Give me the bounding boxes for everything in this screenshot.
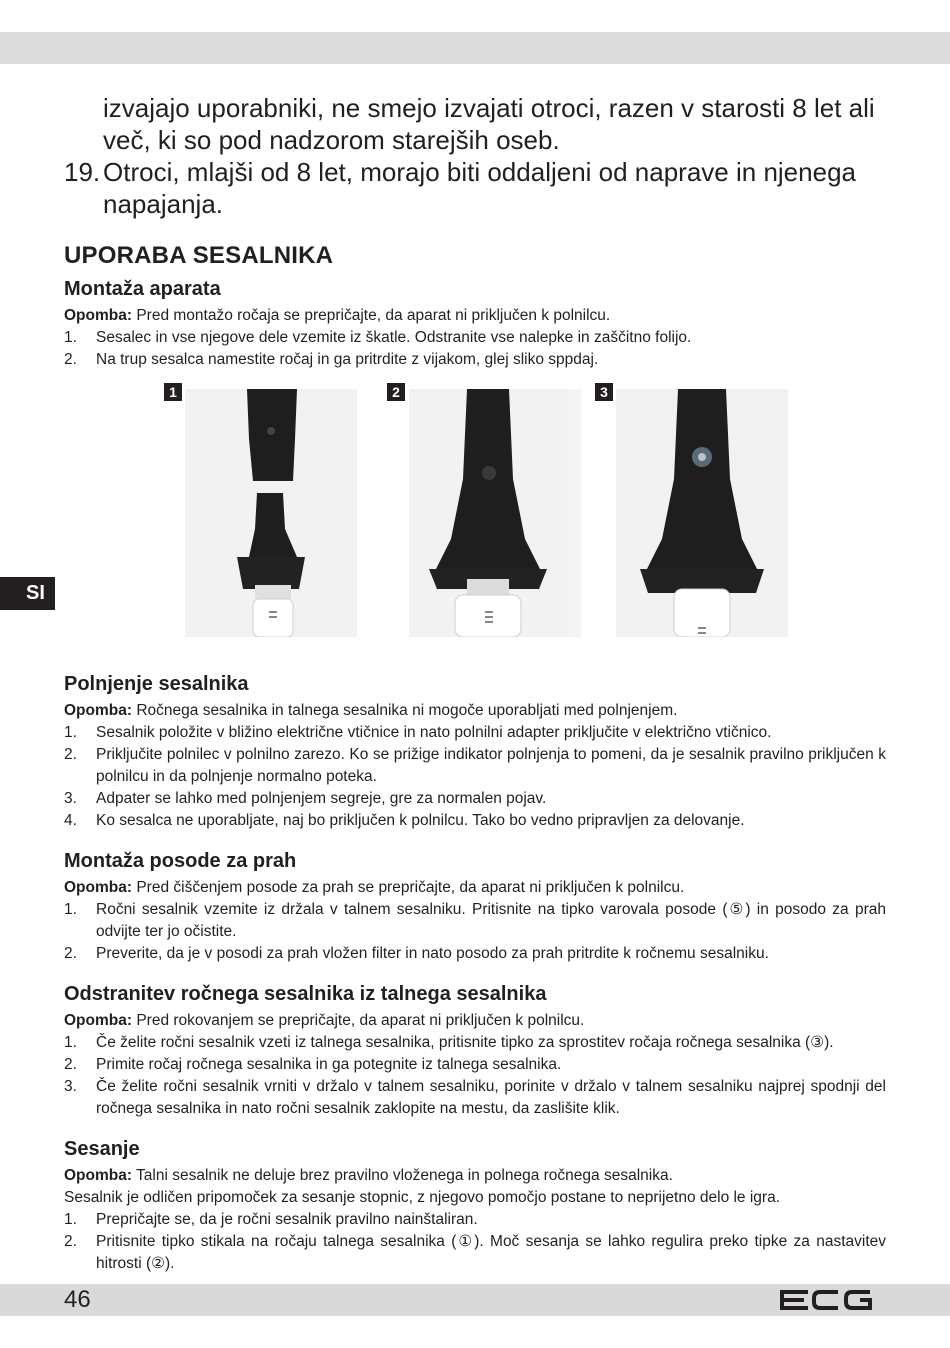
vacuuming-steps xyxy=(64,1209,886,1275)
step-number: 1. xyxy=(64,901,77,918)
note-text: Pred montažo ročaja se prepričajte, da aparat ni priključen k polnilcu. xyxy=(132,307,611,324)
step-text: Priključite polnilec v polnilno zarezo. Ko se prižige indikator polnjenja to pomeni, da je sesalnik pravilno priključen k polnilcu in da polnjenje normalno poteka. xyxy=(96,746,886,785)
step-number: 2. xyxy=(64,1233,77,1250)
step-text: Sesalec in vse njegove dele vzemite iz škatle. Odstranite vse nalepke in zaščitno folijo. xyxy=(96,329,692,346)
intro-text xyxy=(64,92,886,220)
step-number: 2. xyxy=(64,1056,77,1073)
step-text: Na trup sesalca namestite ročaj in ga pritrdite z vijakom, glej sliko sppdaj. xyxy=(96,351,599,368)
dust-steps xyxy=(64,899,886,965)
step-number: 2. xyxy=(64,945,77,962)
handle-attached-image xyxy=(409,389,567,637)
step-text: Če želite ročni sesalnik vzeti iz talnega sesalnika, pritisnite tipko za sprostitev ročaja ročnega sesalnika (③). xyxy=(96,1034,834,1051)
photo-label-2: 2 xyxy=(387,383,405,401)
step-text: Sesalnik položite v bližino električne vtičnice in nato polnilni adapter priključite v električno vtičnico. xyxy=(96,724,772,741)
list-item xyxy=(64,722,886,744)
header-band xyxy=(0,32,950,64)
list-item xyxy=(64,810,886,832)
note-label: Opomba: xyxy=(64,1012,133,1029)
step-text: Adpater se lahko med polnjenjem segreje, gre za normalen pojav. xyxy=(96,790,547,807)
handle-screwed-image xyxy=(616,389,788,637)
list-item xyxy=(64,1209,886,1231)
step-number: 4. xyxy=(64,812,77,829)
step-text: Primite ročaj ročnega sesalnika in ga potegnite iz talnega sesalnika. xyxy=(96,1056,562,1073)
assembly-photo-3 xyxy=(616,389,788,637)
assembly-steps xyxy=(64,327,886,371)
list-item xyxy=(64,788,886,810)
list-item xyxy=(64,327,886,349)
charging-steps xyxy=(64,722,886,832)
step-text: Pritisnite tipko stikala na ročaju talnega sesalnika (①). Moč sesanja se lahko regulira preko tipke za nastavitev hitrosti (②). xyxy=(96,1233,886,1272)
intro-continuation-line1: izvajajo uporabniki, ne smejo izvajati otroci, razen v starosti 8 let ali xyxy=(103,93,875,123)
step-text: Če želite ročni sesalnik vrniti v držalo v talnem sesalniku, porinite v držalo v talnem sesalniku najprej spodnji del ročnega sesalnika in nato ročni sesalnik zaklopite na mestu, da zaslišite klik. xyxy=(96,1078,886,1117)
list-item xyxy=(64,349,886,371)
photo-label-1: 1 xyxy=(164,383,182,401)
step-text: Ko sesalca ne uporabljate, naj bo priključen k polnilcu. Tako bo vedno pripravljen za delovanje. xyxy=(96,812,745,829)
page-number: 46 xyxy=(64,1286,91,1313)
assembly-photos xyxy=(64,383,886,639)
step-number: 1. xyxy=(64,1211,77,1228)
step-number: 1. xyxy=(64,724,77,741)
list-item xyxy=(64,1076,886,1120)
step-text: Prepričajte se, da je ročni sesalnik pravilno nainštaliran. xyxy=(96,1211,478,1228)
list-item xyxy=(64,1054,886,1076)
page-content xyxy=(64,92,886,1275)
intro-item-number: 19. xyxy=(64,157,101,187)
list-item xyxy=(64,1231,886,1275)
step-number: 3. xyxy=(64,1078,77,1095)
dust-note xyxy=(64,877,886,899)
note-text: Ročnega sesalnika in talnega sesalnika ni mogoče uporabljati med polnjenjem. xyxy=(132,702,678,719)
list-item xyxy=(64,1032,886,1054)
assembly-heading: Montaža aparata xyxy=(64,278,221,300)
language-tab: SI xyxy=(0,577,55,610)
intro-continuation-line2: več, ki so pod nadzorom starejših oseb. xyxy=(103,125,560,155)
vacuuming-note xyxy=(64,1165,886,1187)
step-text: Preverite, da je v posodi za prah vložen filter in nato posodo za prah pritrdite k ročnemu sesalniku. xyxy=(96,945,769,962)
removal-steps xyxy=(64,1032,886,1120)
intro-item-19 xyxy=(64,156,886,188)
removal-heading: Odstranitev ročnega sesalnika iz talnega sesalnika xyxy=(64,983,547,1005)
intro-item-line2: napajanja. xyxy=(103,189,223,219)
dust-container-heading: Montaža posode za prah xyxy=(64,850,297,872)
photo-label-3: 3 xyxy=(595,383,613,401)
step-number: 2. xyxy=(64,746,77,763)
note-label: Opomba: xyxy=(64,1167,133,1184)
section-title: UPORABA SESALNIKA xyxy=(64,242,334,269)
vacuuming-extra: Sesalnik je odličen pripomoček za sesanje stopnic, z njegovo pomočjo postane to neprijetno delo le igra. xyxy=(64,1189,781,1206)
list-item xyxy=(64,943,886,965)
assembly-photo-2 xyxy=(409,389,581,637)
ecg-logo xyxy=(780,1289,874,1311)
step-number: 3. xyxy=(64,790,77,807)
note-text: Talni sesalnik ne deluje brez pravilno vloženega in polnega ročnega sesalnika. xyxy=(132,1167,673,1184)
intro-item-line1: Otroci, mlajši od 8 let, morajo biti oddaljeni od naprave in njenega xyxy=(103,157,856,187)
assembly-photo-1 xyxy=(185,389,357,637)
list-item xyxy=(64,744,886,788)
step-number: 1. xyxy=(64,329,77,346)
note-label: Opomba: xyxy=(64,702,133,719)
step-number: 1. xyxy=(64,1034,77,1051)
charging-heading: Polnjenje sesalnika xyxy=(64,673,249,695)
assembly-note xyxy=(64,305,886,327)
step-number: 2. xyxy=(64,351,77,368)
note-label: Opomba: xyxy=(64,879,133,896)
removal-note xyxy=(64,1010,886,1032)
handle-separated-image xyxy=(185,389,357,637)
list-item xyxy=(64,899,886,943)
vacuuming-heading: Sesanje xyxy=(64,1138,140,1160)
note-text: Pred čiščenjem posode za prah se prepričajte, da aparat ni priključen k polnilcu. xyxy=(132,879,685,896)
charging-note xyxy=(64,700,886,722)
note-label: Opomba: xyxy=(64,307,133,324)
step-text: Ročni sesalnik vzemite iz držala v talnem sesalniku. Pritisnite na tipko varovala posode (⑤) in posodo za prah odvijte ter jo očistite. xyxy=(96,901,886,940)
note-text: Pred rokovanjem se prepričajte, da aparat ni priključen k polnilcu. xyxy=(132,1012,585,1029)
